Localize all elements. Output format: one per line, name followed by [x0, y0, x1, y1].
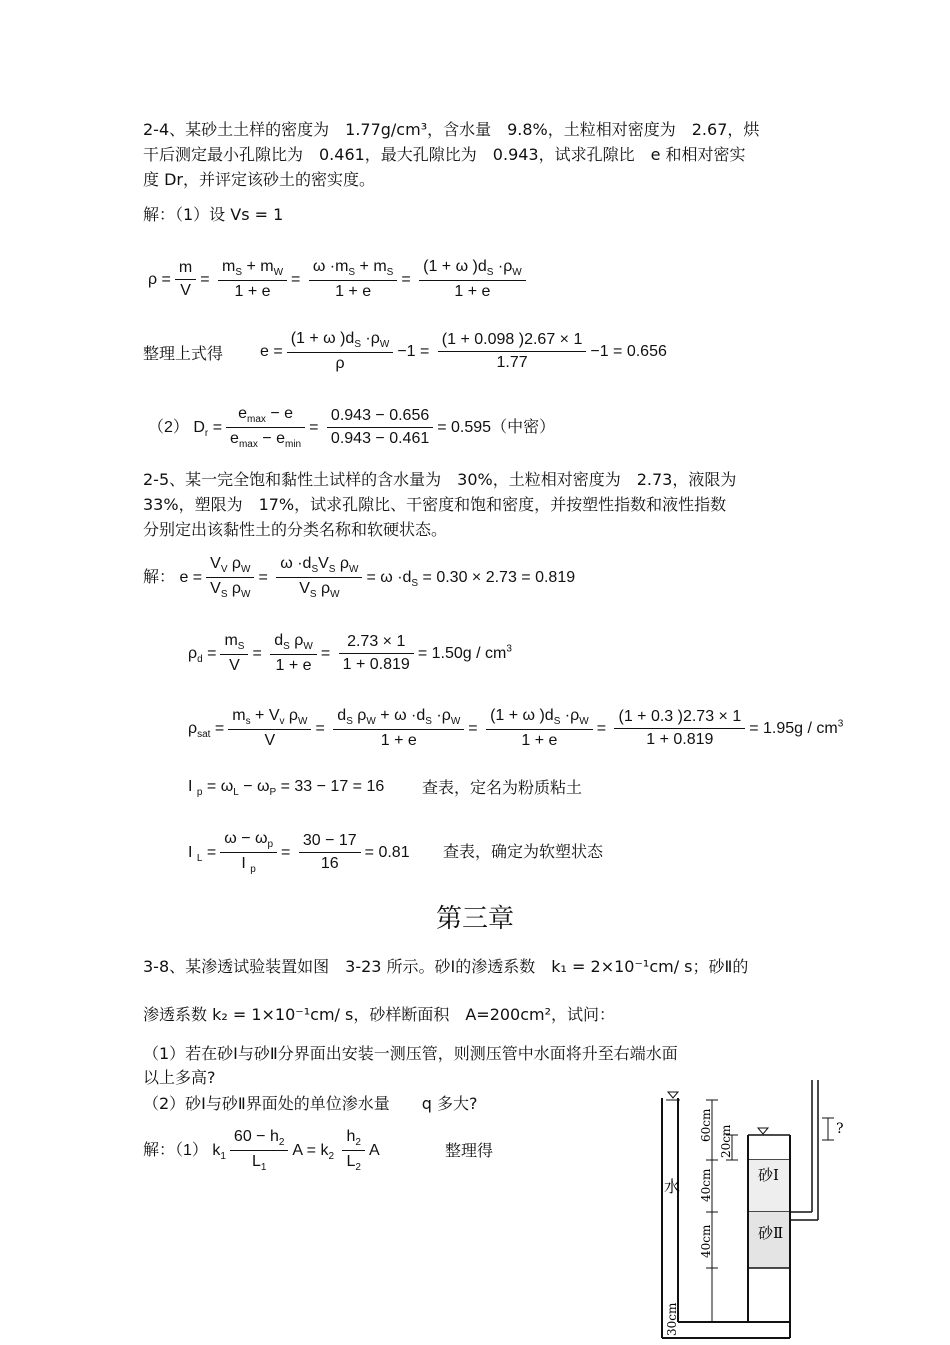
dim-30cm: 30cm	[665, 1302, 679, 1336]
problem-2-5-line2: 33%，塑限为 17%，试求孔隙比、干密度和饱和密度，并按塑性指数和液性指数	[143, 495, 727, 514]
dim-20cm: 20cm	[719, 1124, 733, 1158]
problem-2-5-line1: 2-5、某一完全饱和黏性土试样的含水量为 30%，土粒相对密度为 2.73，液限为	[143, 470, 737, 489]
dry-density-equation: $\rho_d$ = $\frac{m_S}{V}$ = $\frac{d_S \rho_W}{1 + e}$ = $\frac{2.73 \times 1}{1 + 0.819}$ = $1.50g / cm^3$	[188, 632, 512, 675]
rearrange-label: 整理上式得	[143, 344, 224, 363]
void-ratio-2-5-equation: 解： e = $\frac{V_V \rho_W}{V_S \rho_W}$ = $\frac{\omega \cdot d_SV_S \rho_W}{V_S \rho_W}$ = $\omega \cdot d_S = 0.30 \times 2.73 = 0.819$	[143, 555, 576, 601]
problem-3-8-line1: 3-8、某渗透试验装置如图 3-23 所示。砂Ⅰ的渗透系数 k₁ = 2×10⁻¹cm/ s；砂Ⅱ的	[143, 957, 749, 976]
rearrange-note: 整理得	[445, 1141, 494, 1160]
problem-2-4-line3: 度 Dr，并评定该砂土的密实度。	[143, 170, 375, 189]
question-2: （2）砂Ⅰ与砂Ⅱ界面处的单位渗水量 q 多大?	[143, 1094, 478, 1113]
plasticity-index-equation: I $_p = \omega_L - \omega_P = 33 - 17 = 16$	[188, 778, 385, 799]
unknown-height-label: ?	[836, 1121, 844, 1137]
relative-density-equation: （2） $D_r$ = $\frac{e_{max} - e}{e_{max} - e_{min}}$ = $\frac{0.943 - 0.656}{0.943 - 0.461}$ = 0.595（中密）	[148, 405, 556, 451]
problem-2-4-line2: 干后测定最小孔隙比为 0.461，最大孔隙比为 0.943，试求孔隙比 e 和相对密实	[143, 145, 746, 164]
question-1-line1: （1）若在砂Ⅰ与砂Ⅱ分界面出安装一测压管，则测压管中水面将升至右端水面	[143, 1044, 678, 1063]
seepage-equation: 解：（1） $k_1$ $\frac{60 - h_2}{L_1}$ $A = k_2$ $\frac{h_2}{L_2}$ A	[143, 1128, 380, 1174]
solution-2-4-setup: 解：（1）设 Vs = 1	[143, 205, 284, 224]
dim-40cm-upper: 40cm	[699, 1168, 713, 1202]
saturated-density-equation: $\rho_{sat}$ = $\frac{m_s + V_v \rho_W}{V}$ = $\frac{d_S \rho_W + \omega \cdot d_S \cdot\rho_W}{1 + e}$ = $\frac{(1 + \omega )d_S \cdot\rho_W}{1 + e}$ = $\frac{(1 + 0.3 )2.73 \times 1}{1 + 0.819}$ = $1.95g / cm^3$	[188, 707, 844, 750]
sand-2-label: 砂Ⅱ	[758, 1224, 784, 1242]
dim-40cm-lower: 40cm	[699, 1224, 713, 1258]
sand-1-label: 砂Ⅰ	[758, 1166, 779, 1184]
water-label: 水	[664, 1177, 681, 1196]
problem-2-4-line1: 2-4、某砂土土样的密度为 1.77g/cm³，含水量 9.8%，土粒相对密度为 2.67，烘	[143, 120, 760, 139]
void-ratio-equation: e = $\frac{(1 + \omega )d_S \cdot\rho_W}{\rho}$ −1 = $\frac{(1 + 0.098 )2.67 \times 1}{1.77}$ −1 = 0.656	[260, 330, 667, 373]
question-1-line2: 以上多高?	[143, 1068, 216, 1087]
problem-2-5-line3: 分别定出该黏性土的分类名称和软硬状态。	[143, 520, 448, 539]
density-equation: ρ = $\frac{m}{V}$ = $\frac{m_S + m_W}{1 + e}$ = $\frac{\omega \cdot m_S + m_S}{1 + e}$ = $\frac{(1 + \omega )d_S \cdot\rho_W}{1 + e}$	[148, 258, 530, 301]
chapter-title: 第三章	[435, 904, 514, 934]
liquidity-note: 查表，确定为软塑状态	[443, 842, 604, 861]
liquidity-index-equation: I $_L$ = $\frac{\omega - \omega_p}{I _p}$ = $\frac{30 - 17}{16}$ = 0.81	[188, 830, 410, 876]
permeameter-figure	[650, 1080, 850, 1342]
problem-3-8-line2: 渗透系数 k₂ = 1×10⁻¹cm/ s，砂样断面积 A=200cm²，试问：	[143, 1005, 616, 1024]
dim-60cm: 60cm	[699, 1108, 713, 1142]
plasticity-note: 查表，定名为粉质粘土	[422, 778, 583, 797]
